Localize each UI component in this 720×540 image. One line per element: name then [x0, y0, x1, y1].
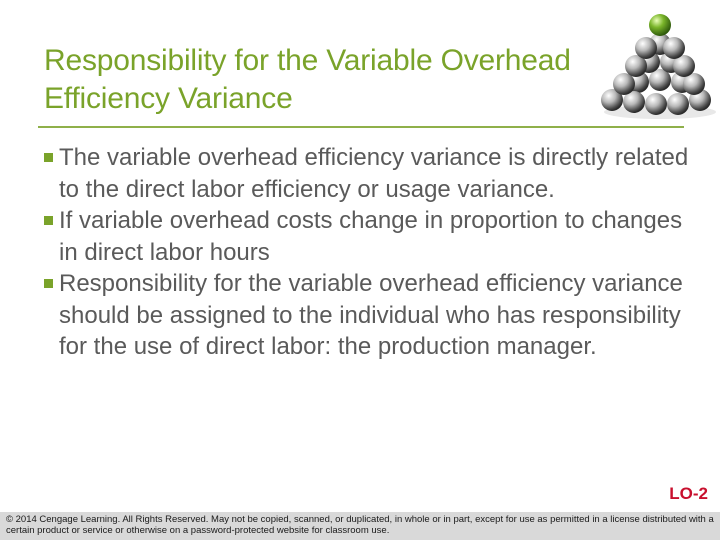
sphere-pyramid-icon: [598, 8, 720, 122]
copyright-footer: [0, 512, 720, 540]
bullet-marker-icon: [44, 279, 53, 288]
bullet-marker-icon: [44, 216, 53, 225]
bullet-text: The variable overhead efficiency variance is directly related to the direct labor efficiency or usage variance.: [59, 144, 689, 203]
copyright-text: © 2014 Cengage Learning. All Rights Reserved. May not be copied, scanned, or duplicated, in whole or in part, except for use as permitted in a license distributed with a certain product or service or otherwise on a password-protected website for classroom use.: [6, 514, 714, 536]
bullet-marker-icon: [44, 153, 53, 162]
bullet-item: [44, 142, 694, 205]
title-divider: [38, 126, 684, 128]
bullet-item: [44, 205, 694, 268]
bullet-item: [44, 268, 694, 363]
title-line-1: Responsibility for the Variable Overhead: [44, 44, 571, 77]
bullet-text: Responsibility for the variable overhead efficiency variance should be assigned to the individual who has responsibility for the use of direct labor: the production manager.: [59, 270, 683, 360]
bullet-list: [44, 142, 694, 363]
bullet-text: If variable overhead costs change in proportion to changes in direct labor hours: [59, 207, 683, 266]
slide-title: [44, 42, 644, 118]
learning-objective-label: LO-2: [669, 484, 708, 503]
title-line-2: Efficiency Variance: [44, 82, 293, 115]
